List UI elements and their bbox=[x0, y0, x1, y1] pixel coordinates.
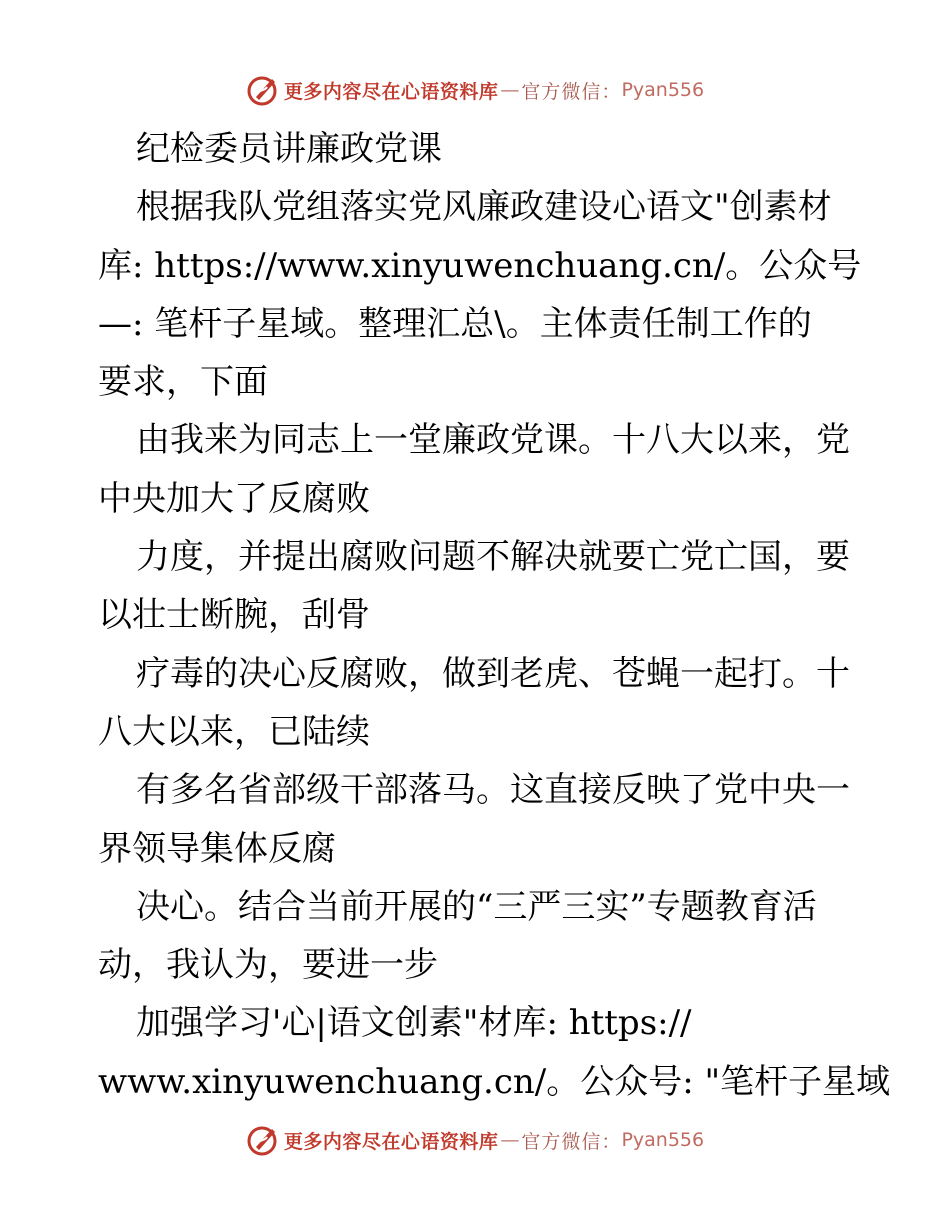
doc-line: www.xinyuwenchuang.cn/。公众号: "笔杆子星域 bbox=[98, 1061, 891, 1102]
header-banner bbox=[0, 72, 950, 108]
footer-dash: — bbox=[500, 1129, 520, 1151]
header-wechat-label: 官方微信： bbox=[521, 80, 622, 103]
header-main-text: 更多内容尽在心语资料库 bbox=[283, 80, 499, 103]
doc-line: 八大以来，已陆续 bbox=[98, 711, 370, 752]
header-dash: — bbox=[500, 79, 520, 101]
quill-logo-icon bbox=[246, 1123, 280, 1157]
footer-banner bbox=[0, 1122, 950, 1158]
doc-title: 纪检委员讲廉政党课 bbox=[136, 129, 442, 169]
footer-wechat-handle: Pyan556 bbox=[621, 1129, 705, 1151]
doc-line: —: 笔杆子星域。整理汇总\。主体责任制工作的 bbox=[98, 303, 812, 344]
document-body bbox=[98, 120, 891, 1111]
doc-line: 决心。结合当前开展的“三严三实”专题教育活 bbox=[136, 886, 817, 927]
header-wechat-handle: Pyan556 bbox=[621, 79, 705, 101]
quill-logo-icon bbox=[246, 73, 280, 107]
doc-line: 中央加大了反腐败 bbox=[98, 478, 370, 519]
footer-main-text: 更多内容尽在心语资料库 bbox=[283, 1130, 499, 1153]
doc-line: 由我来为同志上一堂廉政党课。十八大以来，党 bbox=[136, 420, 850, 461]
doc-line: 界领导集体反腐 bbox=[98, 828, 336, 869]
doc-line: 加强学习'心|语文创素"材库: https:// bbox=[136, 1003, 692, 1044]
doc-line: 以壮士断腕，刮骨 bbox=[98, 595, 370, 636]
footer-wechat-label: 官方微信： bbox=[521, 1130, 622, 1153]
doc-line: 要求，下面 bbox=[98, 362, 268, 403]
doc-line: 疗毒的决心反腐败，做到老虎、苍蝇一起打。十 bbox=[136, 653, 850, 694]
doc-line: 库: https://www.xinyuwenchuang.cn/。公众号 bbox=[98, 245, 862, 286]
doc-line: 有多名省部级干部落马。这直接反映了党中央一 bbox=[136, 770, 850, 811]
doc-line: 力度，并提出腐败问题不解决就要亡党亡国，要 bbox=[136, 537, 850, 578]
doc-line: 根据我队党组落实党风廉政建设心语文"创素材 bbox=[136, 187, 832, 228]
doc-line: 动，我认为，要进一步 bbox=[98, 945, 438, 986]
